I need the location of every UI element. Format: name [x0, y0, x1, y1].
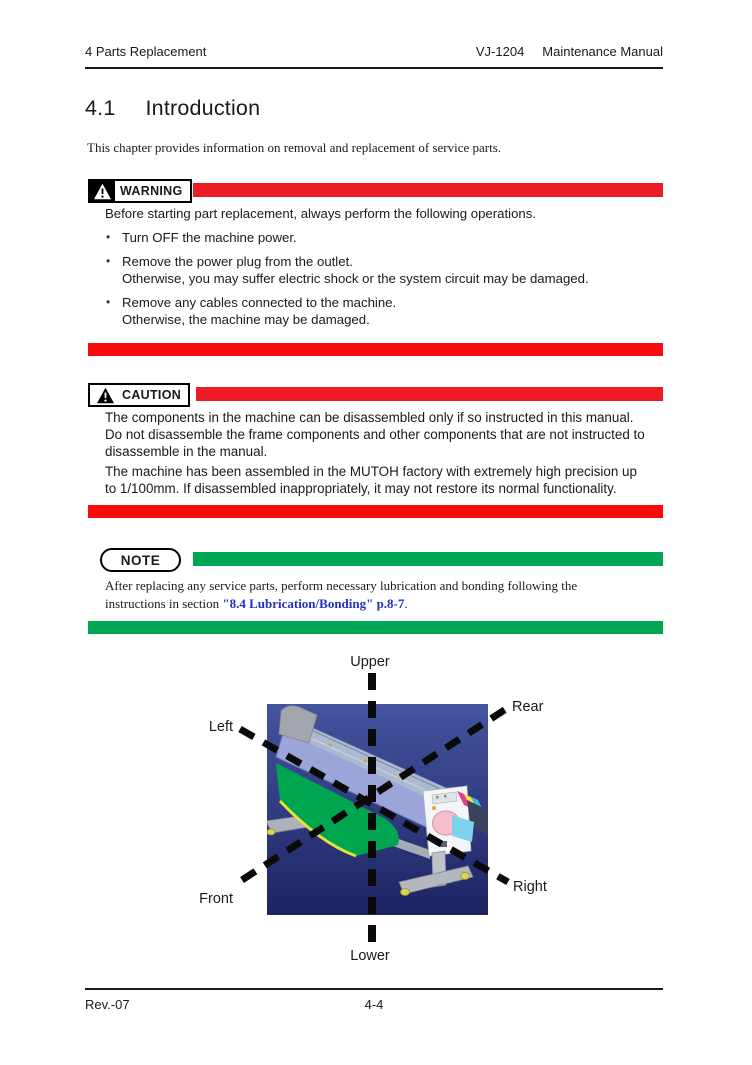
- caution-paragraph: [105, 410, 645, 460]
- page-header: [85, 44, 663, 59]
- header-divider: [85, 67, 663, 69]
- text-line: Do not disassemble the frame components and other components that are not instructed to: [105, 426, 645, 442]
- direction-label-upper: Upper: [350, 654, 390, 670]
- caution-top-bar: [196, 387, 663, 401]
- warning-lead-text: Before starting part replacement, always perform the following operations.: [105, 206, 537, 221]
- list-item: [106, 294, 671, 329]
- bullet-marker: •: [106, 294, 111, 309]
- direction-label-lower: Lower: [350, 948, 390, 964]
- note-line2-suffix: .: [404, 595, 408, 611]
- bullet-detail: Otherwise, the machine may be damaged.: [122, 312, 370, 327]
- list-item: [106, 229, 671, 247]
- footer-revision: Rev.-07: [85, 997, 130, 1012]
- header-model: VJ-1204: [475, 44, 525, 59]
- list-item: [106, 253, 671, 288]
- bullet-marker: •: [106, 253, 111, 268]
- text-line: The machine has been assembled in the MUTOH factory with extremely high precision up: [105, 464, 637, 480]
- text-line: disassemble in the manual.: [105, 443, 268, 459]
- warning-closing-bar: [88, 343, 663, 356]
- header-section-title: 4 Parts Replacement: [85, 44, 207, 59]
- footer-page-number: 4-4: [364, 997, 384, 1012]
- caution-text: [105, 410, 645, 498]
- caution-triangle-icon: [90, 385, 117, 405]
- note-label-text: NOTE: [120, 552, 161, 568]
- direction-label-right: Right: [513, 879, 547, 895]
- header-doc-title: Maintenance Manual: [542, 44, 663, 59]
- bullet-text: Remove the power plug from the outlet.: [122, 253, 353, 269]
- caution-label: [88, 383, 190, 407]
- note-top-bar: [193, 552, 663, 566]
- text-line: After replacing any service parts, perform necessary lubrication and bonding following the: [105, 578, 578, 593]
- bullet-text: Turn OFF the machine power.: [122, 230, 297, 245]
- bullet-text: Remove any cables connected to the machine.: [122, 294, 397, 310]
- note-text: [105, 577, 577, 612]
- note-label: [100, 548, 181, 572]
- note-closing-bar: [88, 621, 663, 634]
- direction-label-left: Left: [208, 719, 233, 735]
- warning-label-text: WARNING: [120, 184, 183, 198]
- warning-label: [88, 179, 192, 203]
- caution-label-text: CAUTION: [122, 388, 182, 402]
- warning-bullet-list: [106, 229, 671, 335]
- bullet-detail: Otherwise, you may suffer electric shock or the system circuit may be damaged.: [122, 271, 589, 286]
- page-title: [85, 96, 260, 121]
- section-title-text: Introduction: [145, 96, 261, 120]
- text-line: [105, 595, 577, 613]
- orientation-diagram: [0, 645, 752, 975]
- note-line2-prefix: instructions in section: [105, 595, 223, 611]
- caution-closing-bar: [88, 505, 663, 518]
- footer-divider: [85, 988, 663, 990]
- caution-paragraph: [105, 464, 645, 498]
- bullet-marker: •: [106, 230, 111, 244]
- warning-triangle-icon: [90, 181, 115, 201]
- lubrication-bonding-link[interactable]: "8.4 Lubrication/Bonding" p.8-7: [222, 595, 405, 611]
- section-number: 4.1: [85, 96, 116, 120]
- text-line: to 1/100mm. If disassembled inappropriately, it may not restore its normal functionality.: [105, 481, 617, 497]
- intro-paragraph: This chapter provides information on removal and replacement of service parts.: [87, 140, 502, 155]
- warning-top-bar: [193, 183, 663, 197]
- text-line: The components in the machine can be disassembled only if so instructed in this manual.: [105, 410, 634, 425]
- direction-label-rear: Rear: [512, 699, 544, 715]
- direction-label-front: Front: [199, 891, 233, 907]
